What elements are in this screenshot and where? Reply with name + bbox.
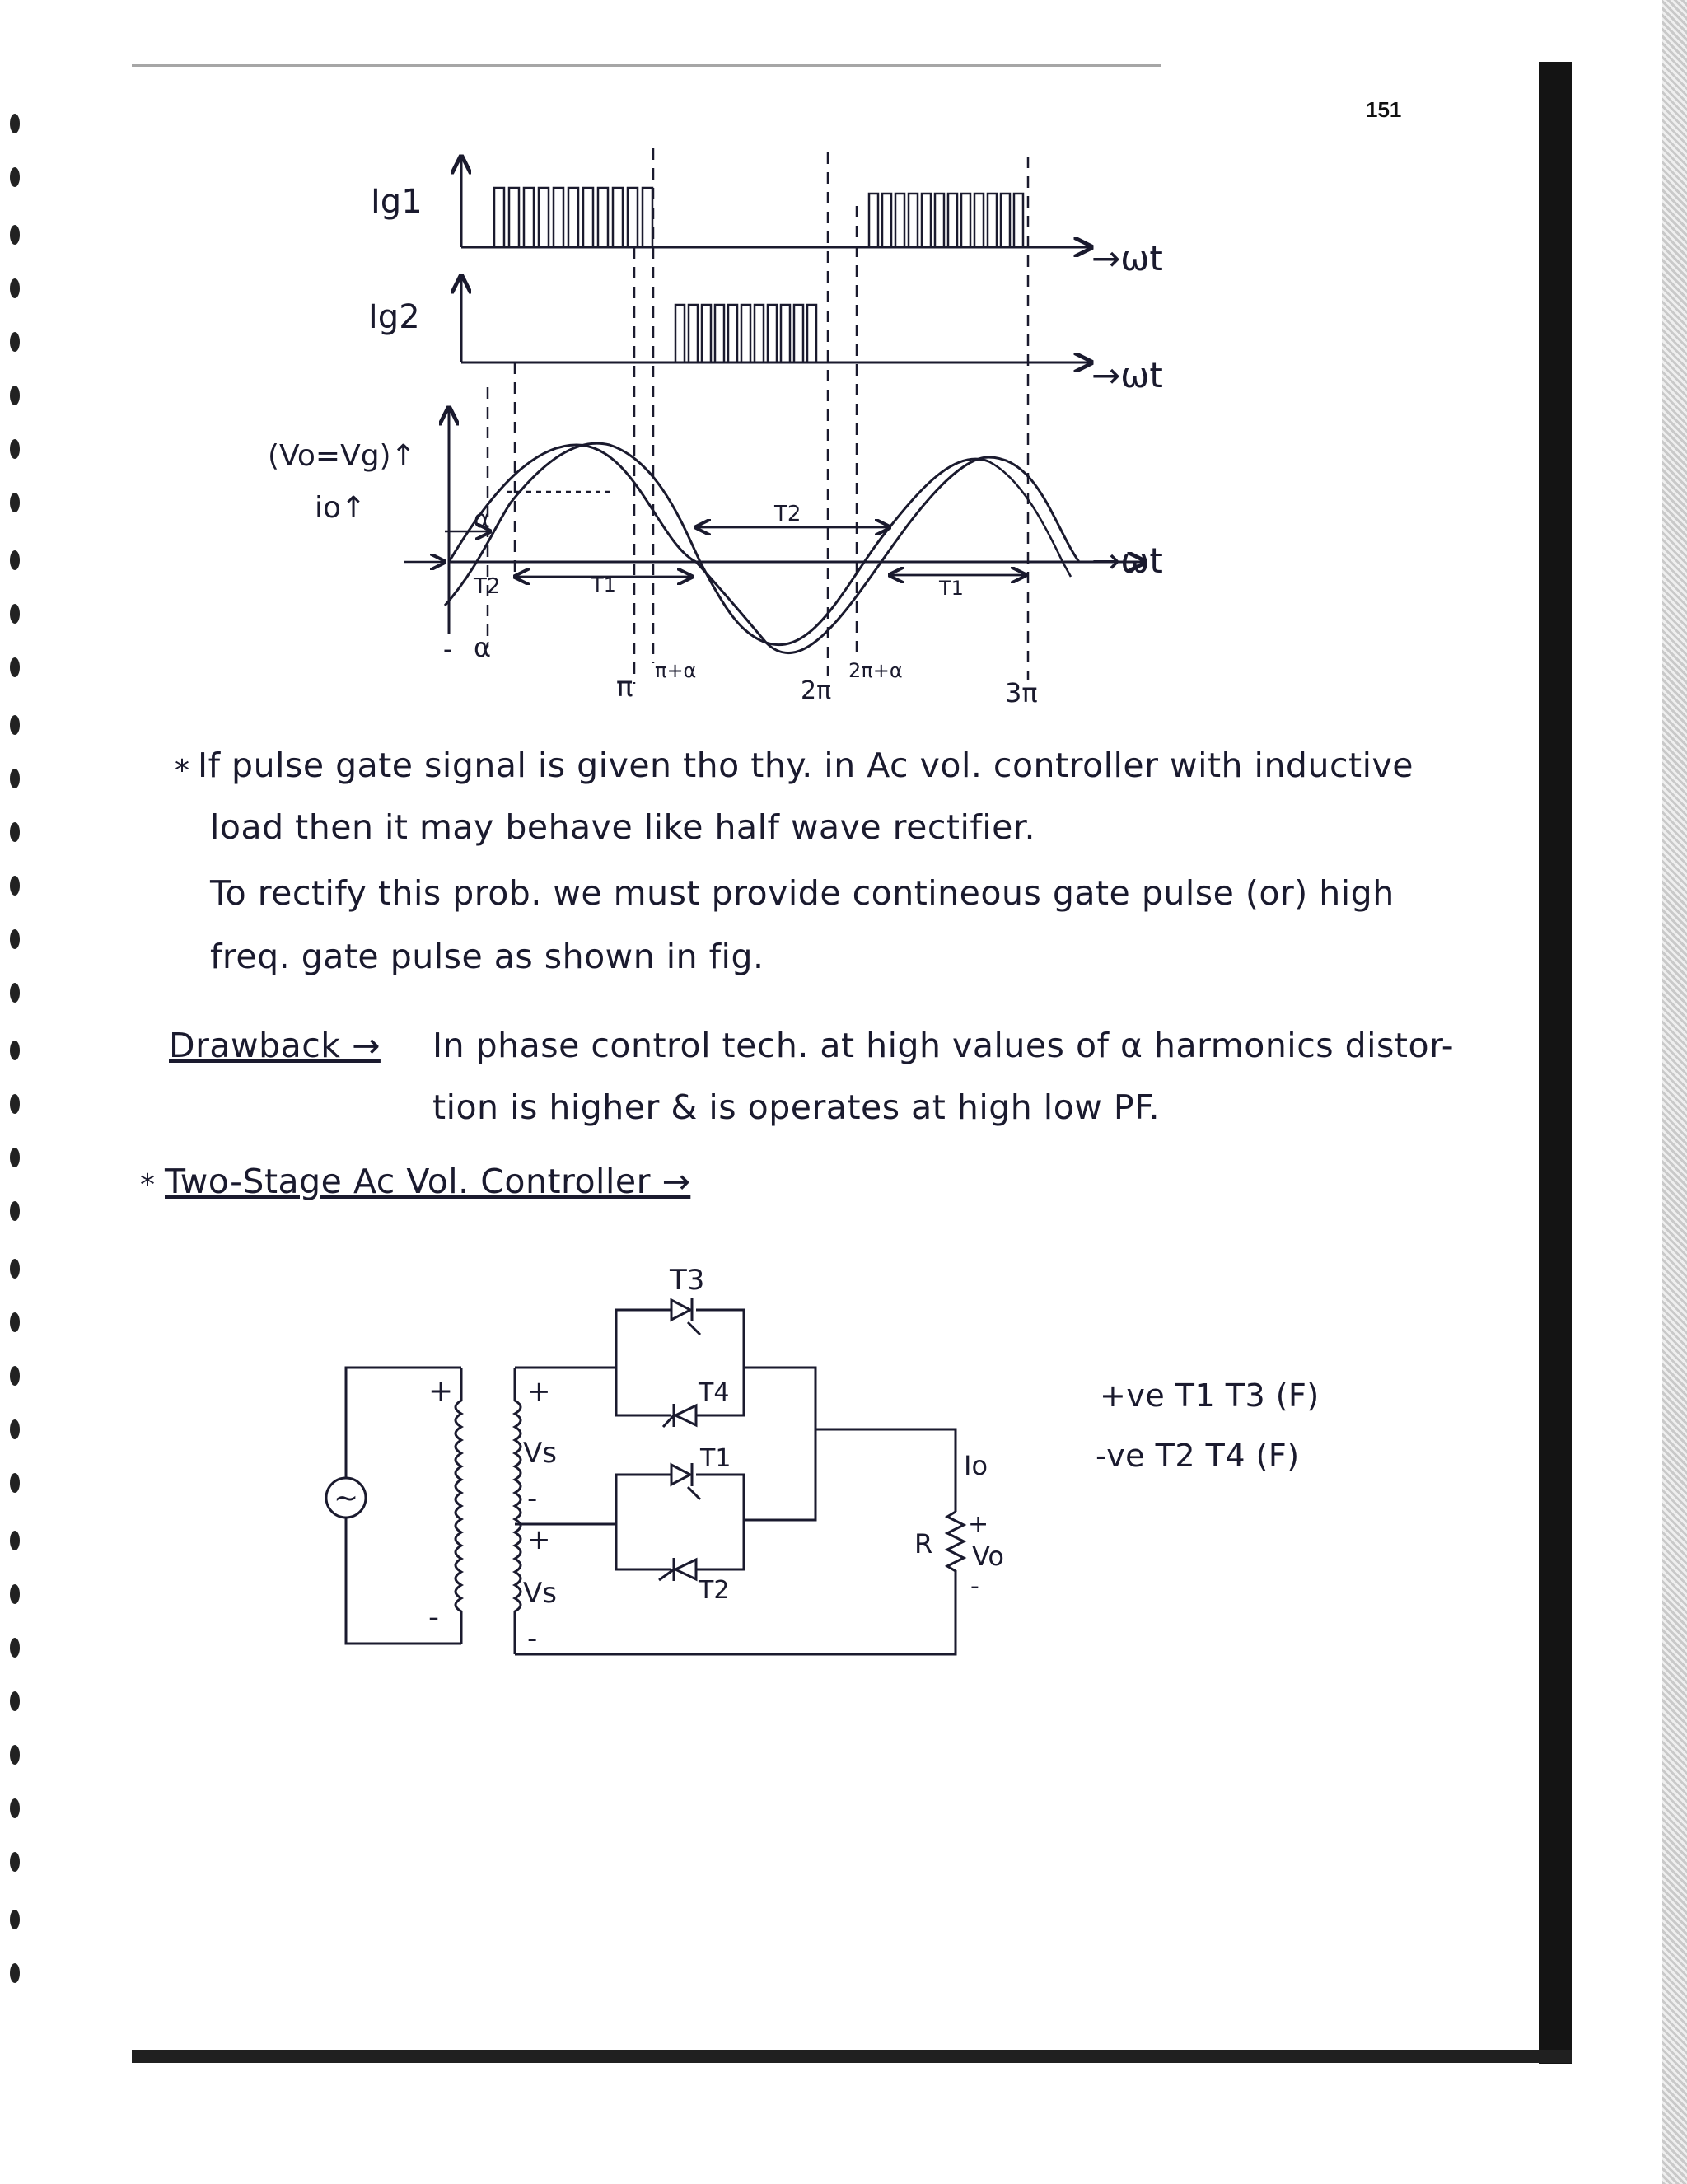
current-wave [445,443,988,645]
two-stage-circuit [0,1236,1687,1697]
pi-alpha-label: π+α [655,659,697,682]
negative-conduction-note: -ve T2 T4 (F) [1096,1438,1300,1474]
vo-label: (Vo=Vg)↑ [268,439,416,473]
thyristor-t3 [671,1298,700,1335]
ig2-omega-t: →ωt [1091,355,1163,395]
t4-label: T4 [699,1378,730,1407]
vo-label: Vo [972,1541,1004,1572]
pi-label: π [616,671,633,704]
primary-winding [456,1368,461,1644]
t1-label: T1 [700,1444,731,1473]
minus-sign: - [443,635,452,664]
two-stage-heading: Two-Stage Ac Vol. Controller → [165,1162,691,1201]
vo-minus: - [970,1572,979,1601]
three-pi-label: 3π [1005,677,1038,709]
page-bottom-border [132,2050,1572,2063]
source-wire-bottom [346,1518,461,1644]
t3-label: T3 [670,1264,705,1297]
pulse-note-line-4: freq. gate pulse as shown in fig. [210,937,764,976]
drawback-line-1: In phase control tech. at high values of α harmonics distor- [432,1026,1455,1065]
pulse-note-line-3: To rectify this prob. we must provide contineous gate pulse (or) high [210,873,1395,913]
positive-conduction-note: +ve T1 T3 (F) [1100,1377,1320,1414]
ig2-pulse-train [675,305,816,362]
t2-label: T2 [699,1576,730,1605]
vs-lower: Vs [523,1577,557,1610]
two-pi-alpha-label: 2π+α [848,659,903,682]
io-label: io↑ [315,491,367,525]
sec-minus-bottom: - [527,1622,538,1655]
voltage-wave [449,445,1079,653]
ig1-omega-t: →ωt [1091,238,1163,278]
two-pi-label: 2π [801,676,832,705]
thyristor-t1 [671,1463,700,1499]
note-bullet-star: * [175,754,189,788]
ac-source-symbol: ~ [334,1481,359,1515]
vs-upper: Vs [523,1437,557,1470]
primary-plus: + [428,1374,454,1408]
alpha-symbol-small: α [474,505,490,534]
t1-label-1: T1 [591,573,616,596]
waveform-diagram [0,0,1687,741]
return-wire [515,1582,956,1654]
t2-label-left: T2 [474,574,501,599]
secondary-winding [515,1368,521,1654]
sec-plus-top: + [527,1375,551,1408]
t1-label-2: T1 [939,577,964,600]
upper-to-lower-link [744,1368,815,1520]
load-wire-top [815,1429,956,1512]
pulse-note-line-1: If pulse gate signal is given tho thy. in Ac vol. controller with inductive [198,746,1414,785]
page-number: 151 [1366,97,1402,122]
r-label: R [914,1528,933,1560]
pulse-note-line-2: load then it may behave like half wave rectifier. [210,807,1036,847]
alpha-label: α [474,632,492,663]
ig1-pulse-train-2 [869,194,1023,247]
ig1-pulse-train-1 [494,188,652,247]
vo-plus: + [968,1510,989,1539]
vo-omega-t: →ωt [1091,540,1163,581]
sec-minus-mid: - [527,1482,538,1515]
drawback-line-2: tion is higher & is operates at high low PF. [432,1087,1161,1127]
resistor-r [947,1512,964,1582]
heading-bullet-star: * [140,1168,155,1202]
sec-plus-mid: + [527,1523,551,1556]
t2-label-span: T2 [774,502,801,526]
ig2-label: Ig2 [368,298,420,336]
drawback-label: Drawback → [169,1026,381,1065]
primary-minus: - [428,1601,439,1634]
io-label: Io [964,1450,988,1481]
ig1-label: Ig1 [371,183,423,221]
